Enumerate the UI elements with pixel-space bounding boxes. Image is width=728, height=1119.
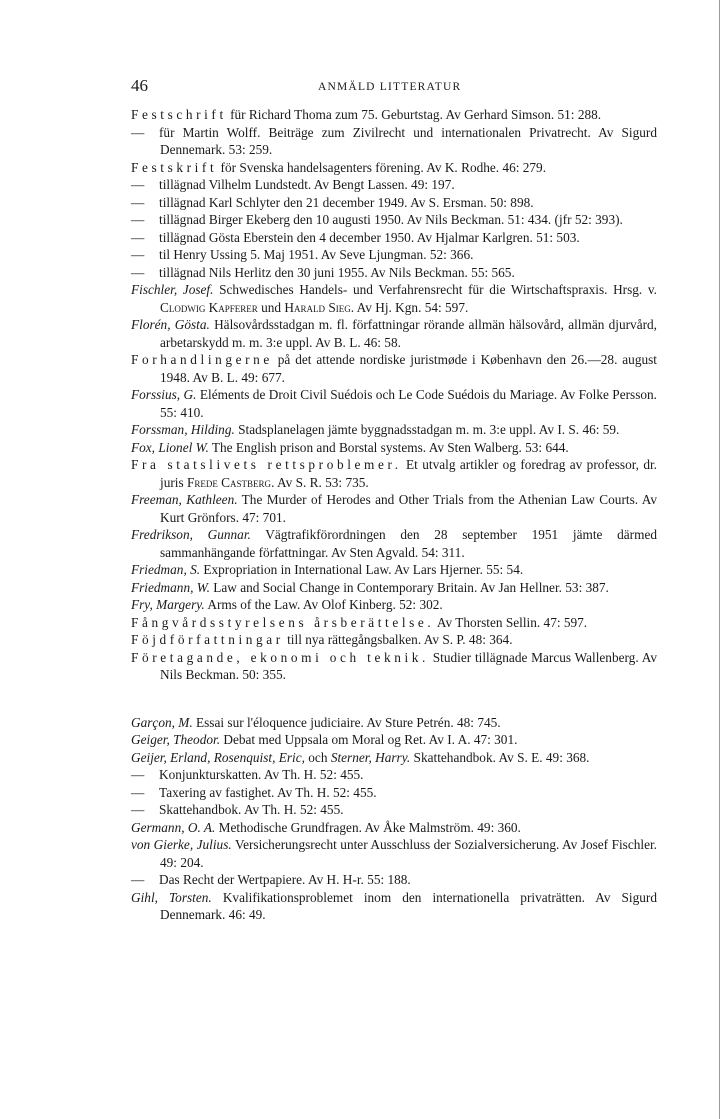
entry-dash: — <box>131 767 145 782</box>
entry-fra-statslivets <box>131 456 657 491</box>
entry-spaced-title: Forhandlingerne <box>131 352 273 367</box>
entry-friedmann <box>131 579 657 597</box>
entry-author: Gihl, Torsten. <box>131 889 212 905</box>
entry-freeman <box>131 491 657 526</box>
entry-text: The Murder of Herodes and Other Trials from the Athenian Law Courts. Av Kurt Grönfors. 47: 701. <box>160 492 657 525</box>
entry-forhandlingerne <box>131 351 657 386</box>
entry-spaced-title: Festskrift <box>131 159 218 175</box>
entry-author: Florén, Gösta. <box>131 317 210 332</box>
entry-author: Fischler, Josef. <box>131 282 214 297</box>
entry-festskrift-handelsagenter <box>131 159 657 177</box>
entry-author: Geijer, Erland, Rosenquist, Eric, <box>131 749 305 765</box>
entry-text: Taxering av fastighet. Av Th. H. 52: 455. <box>159 784 377 800</box>
entry-author: von Gierke, Julius. <box>131 837 232 852</box>
entry-text: Kvalifikationsproblemet inom den internationella privaträtten. Av Sigurd Dennemark. 46: 49. <box>160 889 658 922</box>
entry-dash: — <box>131 264 145 280</box>
entry-text: för Svenska handelsagenters förening. Av K. Rodhe. 46: 279. <box>217 159 547 175</box>
entry-text: Das Recht der Wertpapiere. Av H. H-r. 55: 188. <box>159 872 411 887</box>
entry-text: Vägtrafikförordningen den 28 september 1951 jämte därmed sammanhängande författningar. Av Sten Agvald. 54: 311. <box>160 527 657 560</box>
entry-konjunkturskatten <box>131 766 657 784</box>
entry-dash: — <box>131 872 145 887</box>
entry-fangvardsstyrelsens <box>131 614 657 632</box>
entry-text: til Henry Ussing 5. Maj 1951. Av Seve Ljungman. 52: 366. <box>159 247 474 262</box>
entry-foretagande <box>131 649 657 684</box>
entry-text: The English prison and Borstal systems. Av Sten Walberg. 53: 644. <box>208 439 569 455</box>
entry-dash: — <box>131 212 145 227</box>
entry-text: Expropriation in International Law. Av Lars Hjerner. 55: 54. <box>200 562 524 577</box>
entry-smallcaps-name: Frede Castberg <box>186 474 272 490</box>
entry-smallcaps-name: Clodwig Kapferer <box>160 299 258 315</box>
entry-text: tillägnad Nils Herlitz den 30 juni 1955. Av Nils Beckman. 55: 565. <box>159 264 515 280</box>
entry-festschrift-wolff <box>131 124 657 159</box>
entry-text: für Richard Thoma zum 75. Geburtstag. Av Gerhard Simson. 51: 288. <box>226 107 602 122</box>
entry-forssius <box>131 386 657 421</box>
entry-author: Fredrikson, Gunnar. <box>131 527 251 542</box>
page-edge-rule <box>719 0 720 1119</box>
entry-text: Law and Social Change in Contemporary Britain. Av Jan Hellner. 53: 387. <box>209 579 609 595</box>
entry-dash: — <box>131 124 145 140</box>
entry-foljdforfattningar <box>131 631 657 649</box>
bibliography-column <box>131 106 657 924</box>
entry-geijer <box>131 749 657 767</box>
entry-text: Essai sur l'éloquence judiciaire. Av Sture Petrén. 48: 745. <box>192 714 501 730</box>
entry-spaced-title: Företagande, ekonomi och teknik. <box>131 649 429 665</box>
entry-author: Friedman, S. <box>131 562 201 577</box>
entry-dash: — <box>131 247 145 262</box>
entry-floren <box>131 316 657 351</box>
entry-festschrift-thoma <box>131 106 657 124</box>
entry-text: Et utvalg artikler og foredrag av professor, dr. juris <box>160 457 658 490</box>
entry-dash: — <box>131 229 145 245</box>
entry-fischler <box>131 281 657 316</box>
entry-text: für Martin Wolff. Beiträge zum Zivilrecht und internationalen Privatrecht. Av Sigurd Dennemark. 53: 259. <box>159 124 657 157</box>
entry-fry <box>131 596 657 614</box>
entry-festskrift-herlitz <box>131 264 657 282</box>
entry-author: Sterner, Harry. <box>330 749 411 765</box>
entry-gihl <box>131 889 657 924</box>
entry-dash: — <box>131 177 145 192</box>
entry-text: . Av Hj. Kgn. 54: 597. <box>350 299 469 315</box>
entry-author: Garçon, M. <box>131 714 193 730</box>
entry-text: och <box>304 749 331 765</box>
entry-festskrift-ekeberg <box>131 211 657 229</box>
entry-fox <box>131 439 657 457</box>
entry-text: Skattehandbok. Av S. E. 49: 368. <box>410 749 590 765</box>
entry-festskrift-lundstedt <box>131 176 657 194</box>
entry-author: Forssman, Hilding. <box>131 422 235 437</box>
entry-spaced-title: Fra statslivets rettsproblemer. <box>131 457 402 472</box>
entry-text: på det attende nordiske juristmøde i København den 26.—28. august 1948. Av B. L. 49: 677. <box>160 352 657 385</box>
entry-author: Fox, Lionel W. <box>131 439 209 455</box>
entry-fredrikson <box>131 526 657 561</box>
entry-text: und <box>257 299 285 315</box>
entry-text: Konjunkturskatten. Av Th. H. 52: 455. <box>159 767 364 782</box>
entry-spaced-title: Fångvårdsstyrelsens årsberättelse. <box>131 614 435 630</box>
entry-spaced-title: Föjdförfattningar <box>131 632 284 647</box>
entry-geiger <box>131 731 657 749</box>
entry-author: Friedmann, W. <box>131 579 210 595</box>
entry-dash: — <box>131 194 145 210</box>
entry-festskrift-schlyter <box>131 194 657 212</box>
entry-festskrift-eberstein <box>131 229 657 247</box>
entry-text: tillägnad Karl Schlyter den 21 december 1949. Av S. Ersman. 50: 898. <box>159 194 534 210</box>
entry-gierke-wertpapiere <box>131 871 657 889</box>
entry-friedman <box>131 561 657 579</box>
entry-text: tillägnad Gösta Eberstein den 4 december 1950. Av Hjalmar Karlgren. 51: 503. <box>159 229 580 245</box>
entry-dash: — <box>131 784 145 800</box>
entry-festskrift-ussing <box>131 246 657 264</box>
entry-smallcaps-name: Harald Sieg <box>284 299 351 315</box>
page-number: 46 <box>131 76 148 95</box>
entry-text: tillägnad Vilhelm Lundstedt. Av Bengt Lassen. 49: 197. <box>159 177 455 192</box>
entry-text: Studier tillägnade Marcus Wallenberg. Av Nils Beckman. 50: 355. <box>160 649 657 682</box>
entry-author: Forssius, G. <box>131 387 197 402</box>
entry-text: Methodische Grundfragen. Av Åke Malmström. 49: 360. <box>215 819 521 835</box>
entry-text: Versicherungsrecht unter Ausschluss der Sozialversicherung. Av Josef Fischler. 49: 204. <box>160 837 657 870</box>
entry-text: Eléments de Droit Civil Suédois och Le Code Suédois du Mariage. Av Folke Persson. 55: 410. <box>160 387 657 420</box>
entry-text: Stadsplanelagen jämte byggnadsstadgan m. m. 3:e uppl. Av I. S. 46: 59. <box>234 422 620 437</box>
running-title: ANMÄLD LITTERATUR <box>318 81 462 93</box>
entry-author: Geiger, Theodor. <box>131 732 221 747</box>
entry-text: Schwedisches Handels- und Verfahrensrecht für die Wirtschaftspraxis. Hrsg. v. <box>213 282 657 297</box>
letter-g-group <box>131 714 657 924</box>
entry-author: Germann, O. A. <box>131 819 216 835</box>
entry-author: Fry, Margery. <box>131 597 205 612</box>
entry-taxering <box>131 784 657 802</box>
entry-gierke <box>131 836 657 871</box>
entry-author: Freeman, Kathleen. <box>131 492 238 507</box>
entry-text: Arms of the Law. Av Olof Kinberg. 52: 302. <box>204 597 443 612</box>
entry-text: Debat med Uppsala om Moral og Ret. Av I. A. 47: 301. <box>220 732 518 747</box>
entry-text: Av Thorsten Sellin. 47: 597. <box>434 614 588 630</box>
entry-forssman <box>131 421 657 439</box>
entry-text: . Av S. R. 53: 735. <box>271 474 369 490</box>
entry-text: Hälsovårdsstadgan m. fl. författningar rörande allmän hälsovård, allmän djurvård, arbetarskydd m. m. 3:e uppl. Av B. L. 46: 58. <box>160 317 657 350</box>
entry-garcon <box>131 714 657 732</box>
entry-text: tillägnad Birger Ekeberg den 10 augusti 1950. Av Nils Beckman. 51: 434. (jfr 52: 393). <box>159 212 623 227</box>
entry-spaced-title: Festschrift <box>131 107 227 122</box>
entry-text: Skattehandbok. Av Th. H. 52: 455. <box>159 802 344 817</box>
entry-germann <box>131 819 657 837</box>
entry-text: till nya rättegångsbalken. Av S. P. 48: 364. <box>283 632 513 647</box>
entry-skattehandbok <box>131 801 657 819</box>
entry-dash: — <box>131 802 145 817</box>
